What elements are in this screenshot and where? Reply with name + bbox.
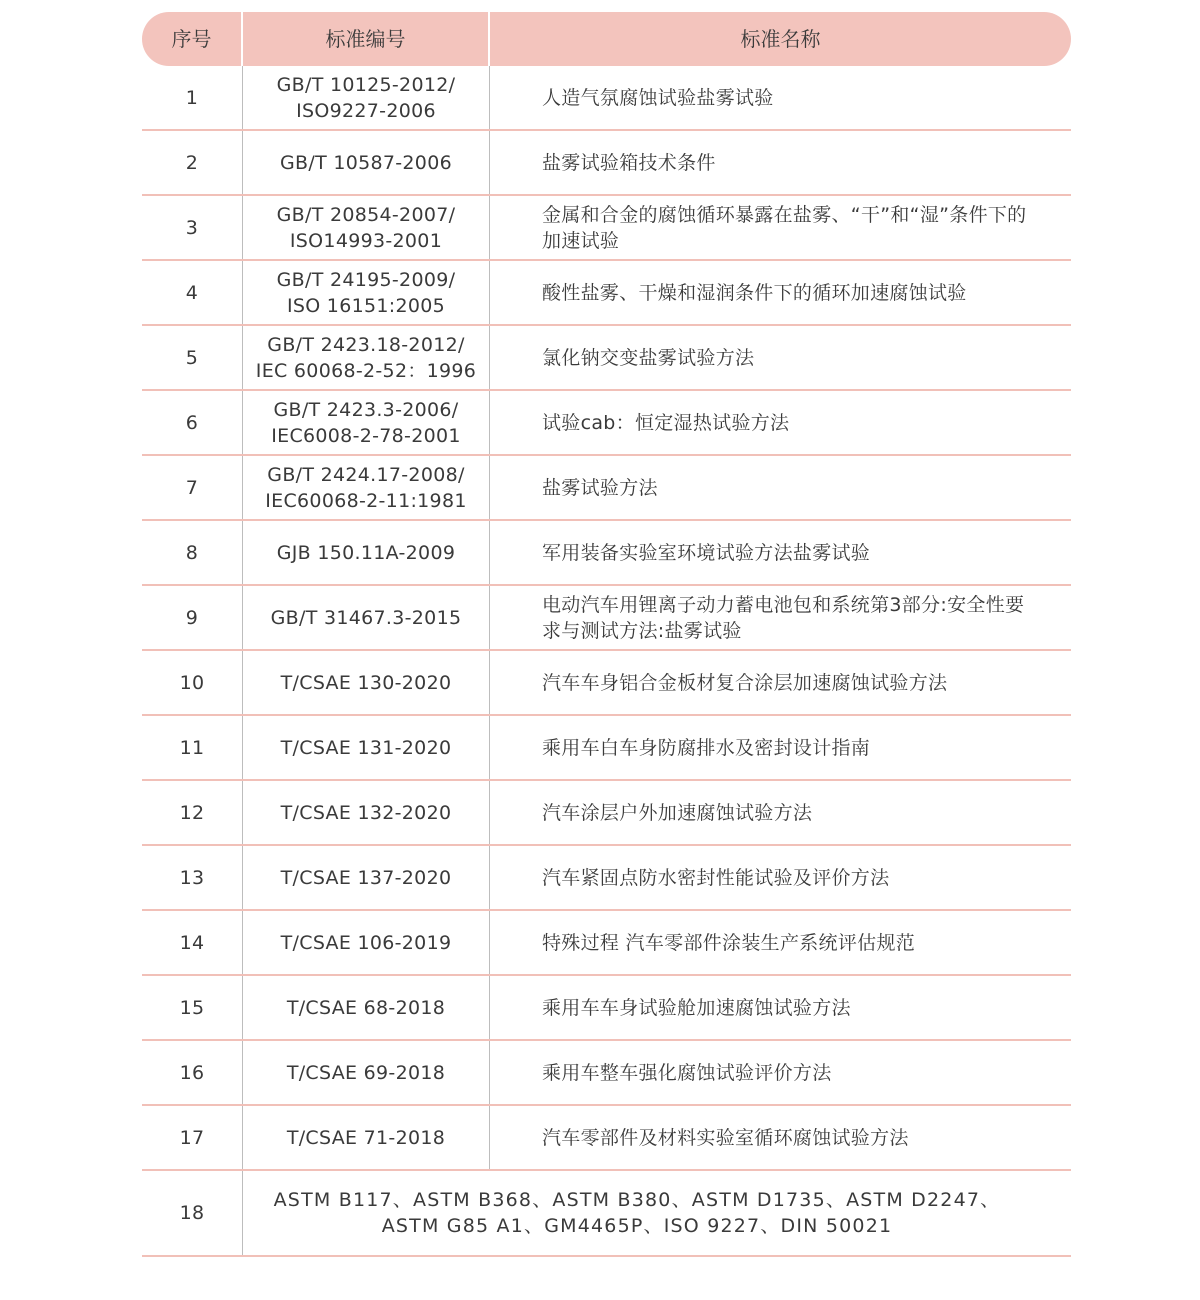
row-name: 乘用车白车身防腐排水及密封设计指南 xyxy=(542,736,871,759)
header-index: 序号 xyxy=(142,12,243,66)
header-name: 标准名称 xyxy=(740,27,821,51)
row-code: GB/T 10125-2012/ ISO9227-2006 xyxy=(243,66,490,129)
row-name: 汽车零部件及材料实验室循环腐蚀试验方法 xyxy=(542,1126,909,1149)
row-code: T/CSAE 68-2018 xyxy=(243,976,490,1039)
row-code: GB/T 10587-2006 xyxy=(243,131,490,194)
row-code: T/CSAE 131-2020 xyxy=(243,716,490,779)
row-index: 4 xyxy=(142,261,243,324)
row-name: 盐雾试验方法 xyxy=(542,476,658,499)
row-name: 人造气氛腐蚀试验盐雾试验 xyxy=(542,86,774,109)
row-code: GB/T 2423.18-2012/ IEC 60068-2-52：1996 xyxy=(243,326,490,389)
table-row xyxy=(142,651,1071,716)
row-name: 试验cab：恒定湿热试验方法 xyxy=(542,411,790,434)
row-code: T/CSAE 69-2018 xyxy=(243,1041,490,1104)
row-code: GB/T 2424.17-2008/ IEC60068-2-11:1981 xyxy=(243,456,490,519)
table-row xyxy=(142,326,1071,391)
table-row xyxy=(142,976,1071,1041)
row-code: T/CSAE 137-2020 xyxy=(243,846,490,909)
table-row xyxy=(142,1106,1071,1171)
table-row xyxy=(142,131,1071,196)
row-code: T/CSAE 130-2020 xyxy=(243,651,490,714)
row-name: 汽车车身铝合金板材复合涂层加速腐蚀试验方法 xyxy=(542,671,948,694)
row-index: 5 xyxy=(142,326,243,389)
row-index: 10 xyxy=(142,651,243,714)
table-row xyxy=(142,781,1071,846)
table-row xyxy=(142,716,1071,781)
row-index: 1 xyxy=(142,66,243,129)
table-row xyxy=(142,261,1071,326)
row-code: T/CSAE 71-2018 xyxy=(243,1106,490,1169)
row-index: 7 xyxy=(142,456,243,519)
row-name: 乘用车整车强化腐蚀试验评价方法 xyxy=(542,1061,832,1084)
row-index: 11 xyxy=(142,716,243,779)
row-index: 14 xyxy=(142,911,243,974)
row-code: GB/T 20854-2007/ ISO14993-2001 xyxy=(243,196,490,259)
row-code: GB/T 2423.3-2006/ IEC6008-2-78-2001 xyxy=(243,391,490,454)
row-name: 特殊过程 汽车零部件涂装生产系统评估规范 xyxy=(542,931,916,954)
row-merged-standards: ASTM B117、ASTM B368、ASTM B380、ASTM D1735、ASTM D2247、 ASTM G85 A1、GM4465P、ISO 9227、DIN 50021 xyxy=(273,1189,1001,1237)
row-name: 盐雾试验箱技术条件 xyxy=(542,151,716,174)
table-row xyxy=(142,196,1071,261)
row-name: 电动汽车用锂离子动力蓄电池包和系统第3部分:安全性要求与测试方法:盐雾试验 xyxy=(542,593,1025,642)
standards-table xyxy=(142,12,1071,1257)
table-row xyxy=(142,521,1071,586)
header-code: 标准编号 xyxy=(243,12,490,66)
table-row xyxy=(142,1041,1071,1106)
row-index: 9 xyxy=(142,586,243,649)
row-code: T/CSAE 106-2019 xyxy=(243,911,490,974)
table-row-merged xyxy=(142,1171,1071,1257)
table-row xyxy=(142,586,1071,651)
row-index: 17 xyxy=(142,1106,243,1169)
row-name: 乘用车车身试验舱加速腐蚀试验方法 xyxy=(542,996,851,1019)
table-row xyxy=(142,456,1071,521)
table-body xyxy=(142,66,1071,1257)
row-index: 16 xyxy=(142,1041,243,1104)
row-index: 18 xyxy=(142,1171,243,1255)
row-index: 13 xyxy=(142,846,243,909)
table-row xyxy=(142,66,1071,131)
row-code: T/CSAE 132-2020 xyxy=(243,781,490,844)
row-name: 军用装备实验室环境试验方法盐雾试验 xyxy=(542,541,871,564)
table-row xyxy=(142,391,1071,456)
table-header xyxy=(142,12,1071,66)
row-name: 汽车涂层户外加速腐蚀试验方法 xyxy=(542,801,813,824)
row-name: 酸性盐雾、干燥和湿润条件下的循环加速腐蚀试验 xyxy=(542,281,967,304)
table-row xyxy=(142,846,1071,911)
row-name: 汽车紧固点防水密封性能试验及评价方法 xyxy=(542,866,890,889)
row-index: 15 xyxy=(142,976,243,1039)
row-index: 6 xyxy=(142,391,243,454)
row-index: 12 xyxy=(142,781,243,844)
row-name: 金属和合金的腐蚀循环暴露在盐雾、“干”和“湿”条件下的加速试验 xyxy=(542,203,1027,252)
row-code: GB/T 24195-2009/ ISO 16151:2005 xyxy=(243,261,490,324)
table-row xyxy=(142,911,1071,976)
row-index: 8 xyxy=(142,521,243,584)
row-code: GB/T 31467.3-2015 xyxy=(243,586,490,649)
row-name: 氯化钠交变盐雾试验方法 xyxy=(542,346,755,369)
row-index: 3 xyxy=(142,196,243,259)
row-code: GJB 150.11A-2009 xyxy=(243,521,490,584)
row-index: 2 xyxy=(142,131,243,194)
